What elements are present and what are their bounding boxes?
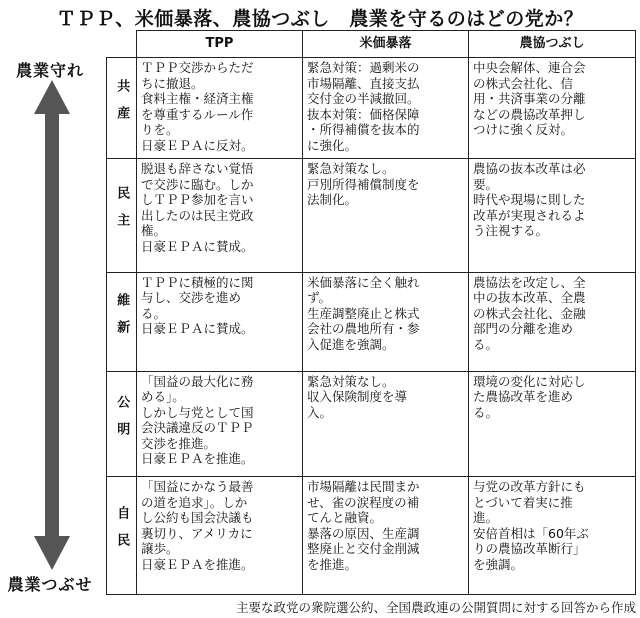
cell-text-line: で交渉に臨む。しか: [141, 176, 254, 192]
cell-text-line: 米価暴落に全く触れ: [307, 274, 420, 290]
tpp-cell: [137, 371, 303, 476]
cell-text-line: 緊急対策なし。: [307, 161, 395, 177]
cell-text-line: 緊急対策なし。: [307, 373, 395, 389]
cell-text-line: 要。: [473, 176, 499, 192]
cell-text-line: 与し、交渉を進め: [141, 290, 242, 306]
table-row: [107, 159, 636, 273]
cell-text-line: 与党の改革方針にも: [473, 479, 586, 495]
cell-text-line: つけに強く反対。: [473, 122, 574, 137]
cell-text-line: てんと融資。: [307, 510, 383, 526]
cell-text-line: 部門の分離を進め: [473, 321, 574, 337]
cell-text-line: る。: [473, 336, 499, 352]
cell-text-line: ・所得補償を抜本的: [307, 122, 420, 137]
party-name: 公明: [114, 394, 130, 449]
table-row: [107, 477, 636, 595]
tpp-cell: [137, 272, 303, 371]
cell-text-line: める」。: [141, 389, 185, 405]
cell-text-line: 緊急対策：過剰米の: [307, 60, 420, 75]
cell-text-line: に強化。: [307, 137, 358, 153]
cell-text-line: 収入保険制度を導: [307, 389, 408, 405]
nokyo-cell: [469, 371, 636, 476]
cell-text-line: 用・共済事業の分離: [473, 91, 586, 106]
cell-text-line: 権。: [141, 223, 167, 239]
cell-text-line: 会社の農地所有・参: [307, 321, 420, 337]
cell-text-line: 整廃止と交付金削減: [307, 541, 420, 557]
party-name: 民主: [114, 186, 130, 241]
cell-text-line: し公約も国会決議も: [141, 510, 254, 526]
cell-text-line: 日豪ＥＰＡに賛成。: [141, 321, 254, 337]
cell-text-line: 「国益の最大化に務: [141, 373, 254, 389]
party-name: 維新: [114, 292, 130, 347]
cell-text-line: 生産調整廃止と株式: [307, 305, 420, 321]
party-name-cell: [107, 371, 137, 476]
cell-text-line: 日豪ＥＰＡに反対。: [141, 137, 254, 153]
rice-price-cell: [303, 477, 469, 595]
cell-text-line: りの農協改革断行」: [473, 541, 586, 557]
cell-text-line: 抜本対策：価格保障: [307, 106, 420, 122]
cell-text-line: 暴落の原因、生産調: [307, 525, 420, 541]
cell-text-line: 出したのは民主党政: [141, 207, 254, 223]
cell-text-line: しかし与党として国: [141, 404, 254, 420]
header-row: [107, 31, 636, 58]
cell-text-line: た農協改革を進め: [473, 389, 574, 405]
cell-text-line: 交渉を推進。: [141, 435, 217, 451]
source-note: 主要な政党の衆院選公約、全国農政連の公開質問に対する回答から作成: [235, 600, 636, 615]
cell-text-line: 農協の抜本改革は必: [473, 161, 586, 177]
cell-text-line: 会決議違反のＴＰＰ: [141, 420, 254, 436]
rice-price-cell: [303, 371, 469, 476]
column-header-rice: 米価暴落: [303, 31, 469, 58]
cell-text-line: 入。: [307, 404, 333, 420]
cell-text-line: 譲歩。: [141, 541, 179, 557]
rice-price-cell: [303, 272, 469, 371]
rice-price-cell: [303, 58, 469, 159]
cell-text-line: 日豪ＥＰＡを推進。: [141, 451, 254, 467]
cell-text-line: ＴＰＰ交渉からただ: [141, 60, 254, 75]
cell-text-line: せ、雀の涙程度の補: [307, 494, 420, 510]
cell-text-line: 裏切り、アメリカに: [141, 525, 253, 541]
cell-text-line: 市場隔離は民間まか: [307, 479, 420, 495]
cell-text-line: の株式会社化、信: [473, 75, 574, 91]
party-name-cell: [107, 477, 137, 595]
cell-text-line: 戸別所得補償制度を: [307, 176, 420, 192]
scale-bottom-label: 農業つぶせ: [7, 575, 93, 594]
table-row: [107, 272, 636, 371]
cell-text-line: 日豪ＥＰＡに賛成。: [141, 238, 254, 254]
scale-indicator: [0, 32, 105, 602]
nokyo-cell: [469, 272, 636, 371]
cell-text-line: 法制化。: [307, 192, 358, 208]
cell-text-line: 安倍首相は「60年ぶ: [473, 525, 589, 541]
column-header-tpp: TPP: [137, 31, 303, 58]
nokyo-cell: [469, 477, 636, 595]
cell-text-line: る。: [141, 305, 167, 321]
cell-text-line: 中央会解体、連合会: [473, 60, 586, 75]
party-name-cell: [107, 58, 137, 159]
cell-text-line: 食料主権・経済主権: [141, 91, 254, 106]
cell-text-line: しＴＰＰ参加を言い: [141, 192, 254, 208]
tpp-cell: [137, 159, 303, 273]
cell-text-line: 環境の変化に対応し: [473, 373, 586, 389]
double-arrow-icon: [32, 80, 72, 570]
cell-text-line: 農協法を改定し、全: [473, 274, 586, 290]
cell-text-line: の道を追求」。しか: [141, 494, 248, 510]
table-row: [107, 58, 636, 159]
cell-text-line: 入促進を強調。: [307, 336, 395, 352]
cell-text-line: ちに撤退。: [141, 75, 204, 91]
cell-text-line: 脱退も辞さない覚悟: [141, 161, 254, 177]
cell-text-line: などの農協改革押し: [473, 106, 586, 122]
cell-text-line: う注視する。: [473, 223, 549, 239]
tpp-cell: [137, 477, 303, 595]
cell-text-line: ＴＰＰに積極的に関: [141, 274, 254, 290]
cell-text-line: の株式会社化、金融: [473, 305, 586, 321]
cell-text-line: 「国益にかなう最善: [141, 479, 254, 495]
cell-text-line: とづいて着実に推: [473, 494, 573, 510]
cell-text-line: 日豪ＥＰＡを推進。: [141, 556, 254, 572]
cell-text-line: 改革が実現されるよ: [473, 207, 586, 223]
cell-text-line: 時代や現場に則した: [473, 192, 586, 208]
party-name: 共産: [114, 78, 130, 133]
cell-text-line: を尊重するルール作: [141, 106, 254, 122]
party-name-cell: [107, 159, 137, 273]
nokyo-cell: [469, 58, 636, 159]
party-name: 自民: [114, 506, 130, 561]
cell-text-line: る。: [473, 404, 499, 420]
cell-text-line: を推進。: [307, 556, 358, 572]
rice-price-cell: [303, 159, 469, 273]
cell-text-line: ず。: [307, 290, 332, 306]
page-title: ＴＰＰ、米価暴落、農協つぶし 農業を守るのはどの党か？: [56, 8, 584, 30]
column-header-nokyo: 農協つぶし: [469, 31, 636, 58]
table-row: [107, 371, 636, 476]
tpp-cell: [137, 58, 303, 159]
cell-text-line: 交付金の半減撤回。: [307, 91, 420, 106]
corner-cell: [107, 31, 137, 58]
party-name-cell: [107, 272, 137, 371]
cell-text-line: りを。: [141, 122, 179, 137]
cell-text-line: を強調。: [473, 556, 524, 572]
cell-text-line: 進。: [473, 510, 499, 526]
cell-text-line: 市場隔離、直接支払: [307, 75, 420, 91]
cell-text-line: 中の抜本改革、全農: [473, 290, 586, 306]
scale-top-label: 農業守れ: [15, 61, 84, 80]
nokyo-cell: [469, 159, 636, 273]
party-comparison-table: [106, 30, 636, 595]
